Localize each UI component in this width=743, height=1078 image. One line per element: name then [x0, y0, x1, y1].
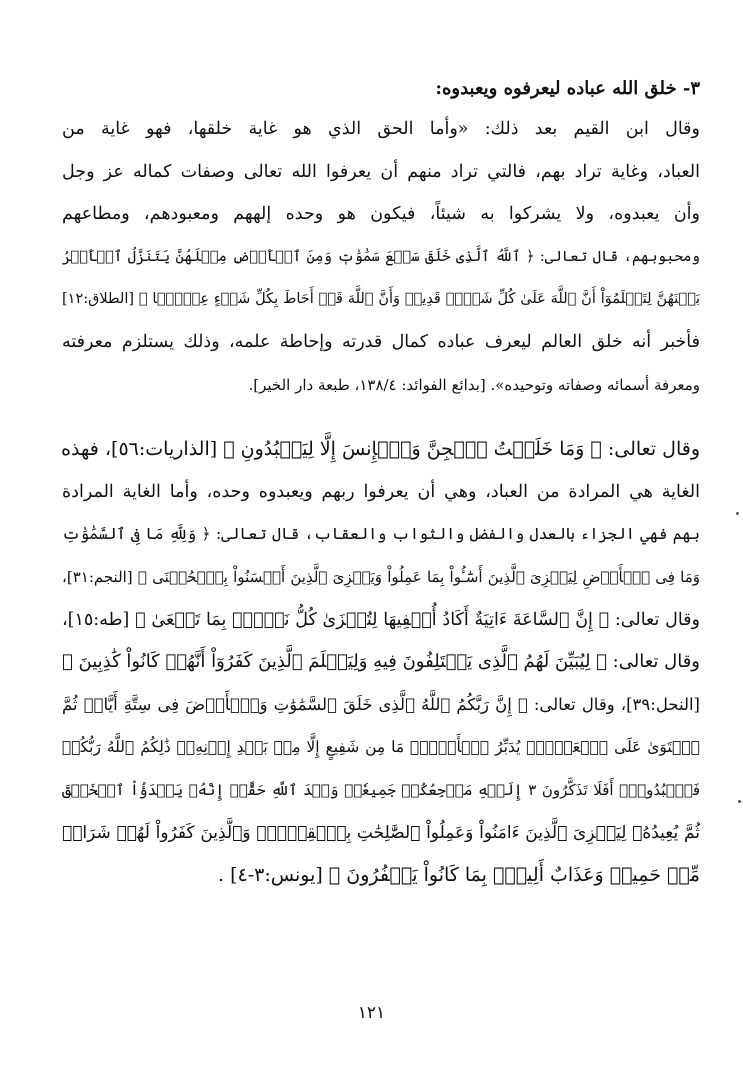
text-line: وقال تعالى: ﴿ إِنَّ ٱلسَّاعَةَ ءَاتِيَةٌ أَكَادُ أُخۡفِيهَا لِتُجۡزَىٰ كُلُّ نَفۡسِۭ بِمَا تَسۡعَىٰ ﴾ [طه:١٥]، — [62, 609, 700, 630]
margin-speck — [738, 800, 741, 803]
text-line: ثُمَّ يُعِيدُهُۥ لِيَجۡزِىَ ٱلَّذِينَ ءَامَنُواْ وَعَمِلُواْ ٱلصَّٰلِحَٰتِ بِٱلۡقِسۡطِۚ وَٱلَّذِينَ كَفَرُواْ لَهُمۡ شَرَابٞ — [62, 822, 700, 843]
page-number: ١٢١ — [357, 1003, 386, 1023]
text-line: وقال تعالى: ﴿ لِيُبَيِّنَ لَهُمُ ٱلَّذِى يَخۡتَلِفُونَ فِيهِ وَلِيَعۡلَمَ ٱلَّذِينَ كَفَرُوٓاْ أَنَّهُمۡ كَانُواْ كَٰذِبِينَ ﴾ — [61, 651, 700, 673]
text-line: فأخبر أنه خلق العالم ليعرف عباده كمال قدرته وإحاطة علمه، وذلك يستلزم معرفته — [62, 331, 700, 352]
text-line: وقال تعالى: ﴿ وَمَا خَلَقۡتُ ٱلۡجِنَّ وَٱلۡإِنسَ إِلَّا لِيَعۡبُدُونِ ﴾ [الذاريات:٥٦]، فهذه — [61, 438, 700, 461]
text-line: وقال ابن القيم بعد ذلك: «وأما الحق الذي هو غاية خلقها، فهو غاية من — [62, 119, 700, 139]
text-line: وأن يعبدوه، ولا يشركوا به شيئاً، فيكون هو وحده إلههم ومعبودهم، ومطاعهم — [62, 204, 700, 225]
text-line: ومعرفة أسمائه وصفاته وتوحيده». [بدائع الفوائد: ١٣٨/٤، طبعة دار الخير]. — [248, 375, 700, 394]
text-line: بَيۡنَهُنَّ لِتَعۡلَمُوٓاْ أَنَّ ٱللَّهَ عَلَىٰ كُلِّ شَيۡءٖ قَدِيرٞ وَأَنَّ ٱللَّهَ قَدۡ أَحَاطَ بِكُلِّ شَيۡءٍ عِلۡمَۢا ﴾ [الطلاق:١٢] — [62, 291, 700, 308]
text-line: بهم فهي الجزاء بالعدل والفضل والثواب والعقاب، قال تعالى: ﴿ وَلِلَّهِ مَا فِى ٱلسَّمَٰوَٰتِ — [62, 525, 700, 544]
text-line: العباد، وغاية تراد بهم، فالتي تراد منهم أن يعرفوا الله تعالى وصفات كماله عز وجل — [62, 161, 700, 182]
text-line: وَمَا فِى ٱلۡأَرۡضِ لِيَجۡزِىَ ٱلَّذِينَ أَسَٰٓـُٔواْ بِمَا عَمِلُواْ وَيَجۡزِىَ ٱلَّذِينَ أَحۡسَنُواْ بِٱلۡحُسۡنَى ﴾ [النجم:٣١]، — [62, 567, 700, 586]
text-line: الغاية هي المرادة من العباد، وهي أن يعرفوا ربهم ويعبدوه وحده، وأما الغاية المرادة — [62, 481, 700, 502]
text-line: ومحبوبهم، قال تعالى: ﴿ ٱللَّهُ ٱلَّذِى خَلَقَ سَبۡعَ سَمَٰوَٰتٖ وَمِنَ ٱلۡأَرۡضِ مِثۡلَهُنَّ يَتَنَزَّلُ ٱلۡأَمۡرُ — [62, 248, 700, 265]
text-line: [النحل:٣٩]، وقال تعالى: ﴿ إِنَّ رَبَّكُمُ ٱللَّهُ ٱلَّذِى خَلَقَ ٱلسَّمَٰوَٰتِ وَٱلۡأَرۡضَ فِى سِتَّةِ أَيَّامٖ ثُمَّ — [62, 694, 700, 714]
text-line: فَٱعۡبُدُوهُۚ أَفَلَا تَذَكَّرُونَ ٣ إِلَيۡهِ مَرۡجِعُكُمۡ جَمِيعٗاۖ وَعۡدَ ٱللَّهِ حَقًّاۚ إِنَّهُۥ يَبۡدَؤُاْ ٱلۡخَلۡقَ — [62, 780, 700, 799]
margin-speck — [736, 512, 739, 515]
page-body — [62, 70, 700, 897]
text-line: ٱسۡتَوَىٰ عَلَى ٱلۡعَرۡشِۖ يُدَبِّرُ ٱلۡأَمۡرَۖ مَا مِن شَفِيعٍ إِلَّا مِنۢ بَعۡدِ إِذۡنِهِۦۚ ذَٰلِكُمُ ٱللَّهُ رَبُّكُمۡ — [62, 738, 700, 757]
text-line: مِّنۡ حَمِيمٖ وَعَذَابٌ أَلِيمُۢ بِمَا كَانُواْ يَكۡفُرُونَ ﴾ [يونس:٣-٤] . — [217, 864, 700, 887]
section-heading: ٣- خلق الله عباده ليعرفوه ويعبدوه: — [435, 78, 700, 99]
